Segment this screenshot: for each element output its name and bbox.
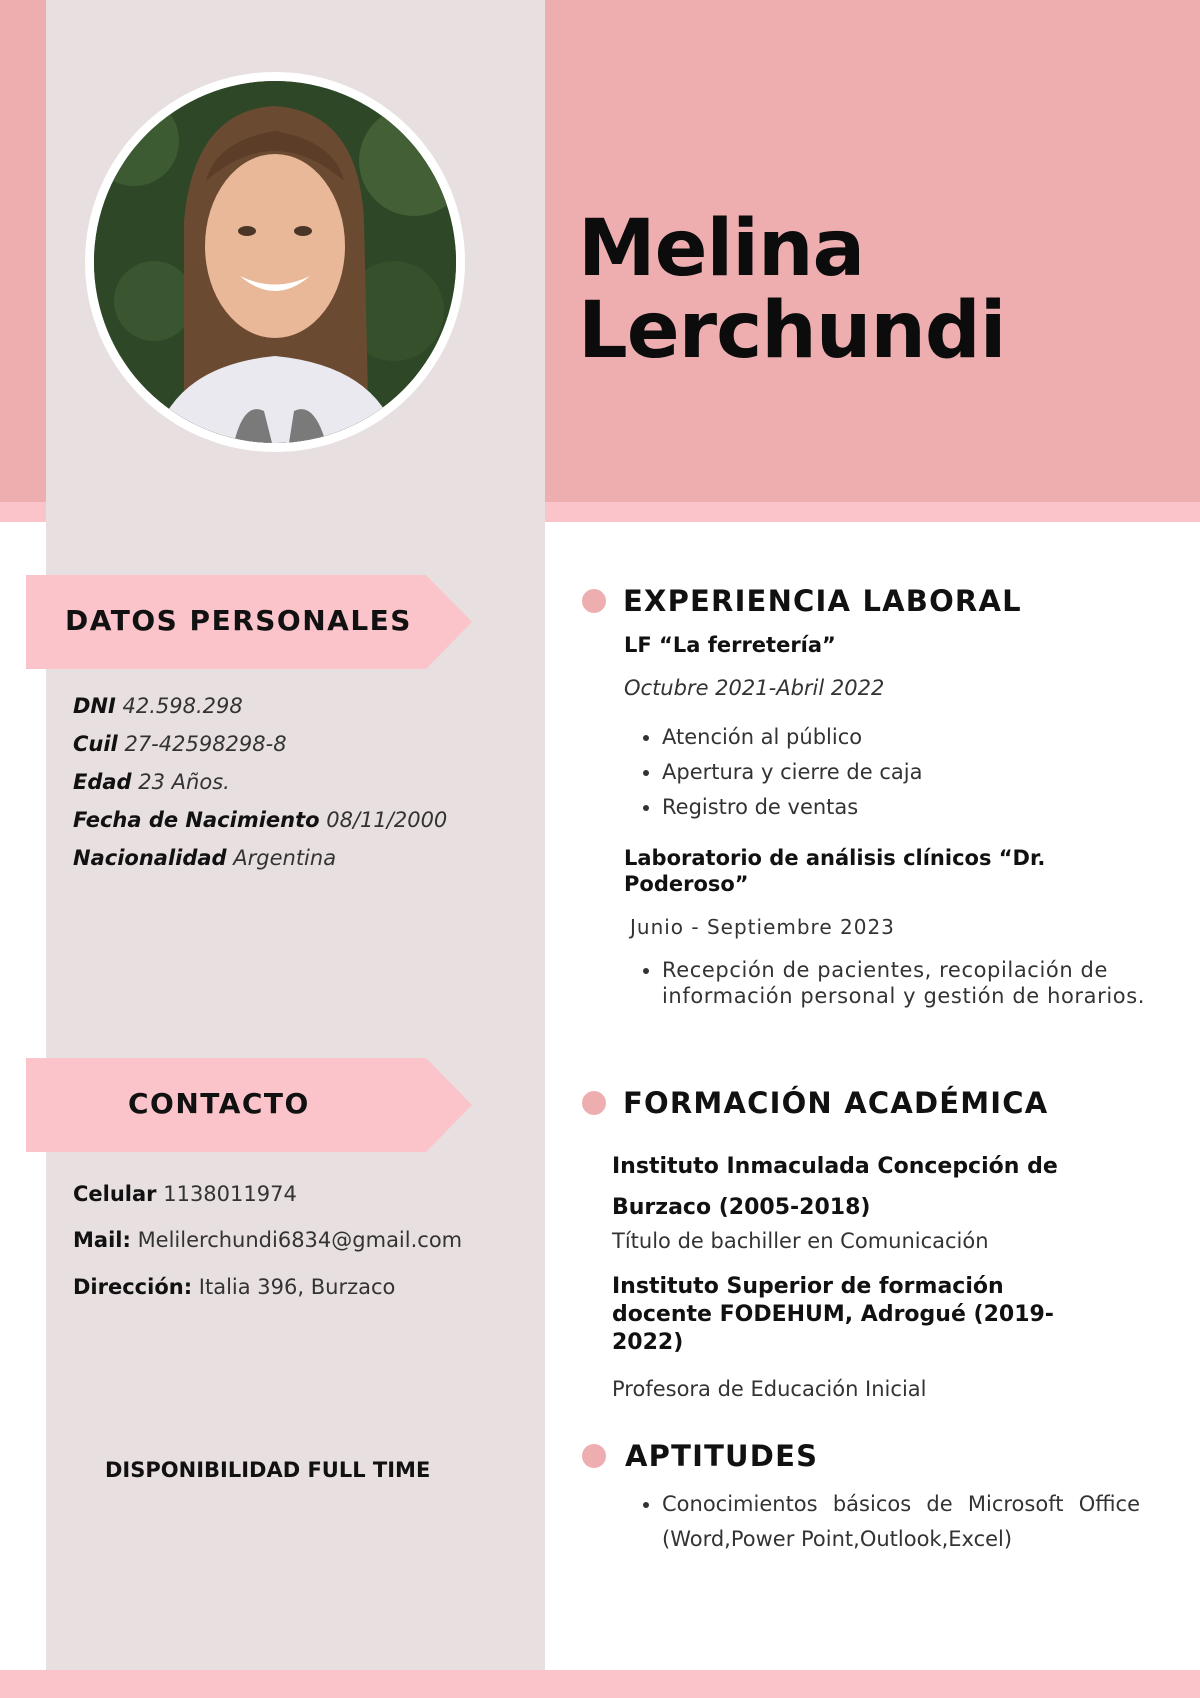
education-desc: Profesora de Educación Inicial — [612, 1377, 927, 1401]
contact-label: Dirección: — [73, 1275, 193, 1299]
contact-row — [73, 1182, 297, 1206]
personal-data-label: Cuil — [73, 732, 118, 756]
personal-data-row — [73, 770, 230, 794]
job-task-list — [634, 957, 1198, 1009]
personal-data-row — [73, 808, 447, 832]
header-stripe — [0, 502, 46, 522]
personal-data-value: 27-42598298-8 — [124, 732, 287, 756]
education-desc: Título de bachiller en Comunicación — [612, 1229, 989, 1253]
list-item: • Atención al público — [662, 720, 1182, 755]
section-bullet-icon — [582, 589, 606, 613]
header-stripe — [545, 502, 1200, 522]
name-first: Melina — [578, 204, 865, 294]
job-title: LF “La ferretería” — [624, 633, 836, 657]
contact-row — [73, 1275, 395, 1299]
aptitudes-heading: APTITUDES — [625, 1439, 819, 1473]
aptitudes-list — [634, 1487, 1140, 1557]
phone-value: 1138011974 — [163, 1182, 297, 1206]
personal-data-label: DNI — [73, 694, 116, 718]
profile-photo — [94, 81, 456, 443]
contact-label: Mail: — [73, 1228, 131, 1252]
personal-data-row — [73, 846, 336, 870]
contact-label: Celular — [73, 1182, 157, 1206]
left-accent-strip — [0, 0, 46, 502]
education-title: Instituto Inmaculada Concepción de Burzaco (2005-2018) — [612, 1154, 1058, 1220]
address-value: Italia 396, Burzaco — [198, 1275, 396, 1299]
personal-data-value: 08/11/2000 — [326, 808, 448, 832]
job-date: Octubre 2021-Abril 2022 — [624, 676, 885, 700]
list-item: • Recepción de pacientes, recopilación de información personal y gestión de horarios. — [662, 957, 1198, 1009]
personal-data-label: Fecha de Nacimiento — [73, 808, 320, 832]
formacion-heading: FORMACIÓN ACADÉMICA — [623, 1086, 1049, 1120]
contacto-heading: CONTACTO — [128, 1087, 310, 1120]
job-title: Laboratorio de análisis clínicos “Dr. Poderoso” — [624, 846, 1046, 896]
personal-data-value: 42.598.298 — [122, 694, 243, 718]
personal-data-label: Edad — [73, 770, 132, 794]
personal-data-row — [73, 732, 287, 756]
bottom-bar — [0, 1670, 1200, 1698]
name-last: Lerchundi — [578, 286, 1006, 376]
section-bullet-icon — [582, 1444, 606, 1468]
list-item: • Conocimientos básicos de Microsoft Office (Word,Power Point,Outlook,Excel) — [662, 1487, 1140, 1557]
availability-note: DISPONIBILIDAD FULL TIME — [105, 1458, 431, 1482]
job-task-list — [634, 720, 1182, 825]
personal-data-value: Argentina — [233, 846, 337, 870]
datos-heading: DATOS PERSONALES — [65, 604, 412, 637]
contact-row — [73, 1228, 462, 1252]
email-value: Melilerchundi6834@gmail.com — [137, 1228, 463, 1252]
personal-data-value: 23 Años. — [138, 770, 230, 794]
list-item: • Apertura y cierre de caja — [662, 755, 1182, 790]
personal-data-label: Nacionalidad — [73, 846, 227, 870]
job-date: Junio - Septiembre 2023 — [630, 915, 895, 939]
list-item: • Registro de ventas — [662, 790, 1182, 825]
education-title: Instituto Superior de formación docente FODEHUM, Adrogué (2019-2022) — [612, 1274, 1054, 1355]
section-bullet-icon — [582, 1091, 606, 1115]
personal-data-row — [73, 694, 243, 718]
experiencia-heading: EXPERIENCIA LABORAL — [623, 584, 1022, 618]
